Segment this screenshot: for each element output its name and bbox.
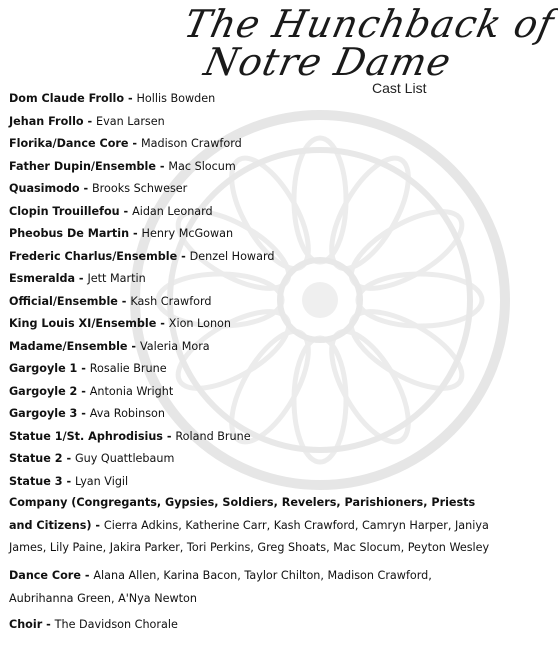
title-block bbox=[0, 0, 558, 100]
role-name: Madame/Ensemble bbox=[9, 339, 128, 353]
separator: - bbox=[62, 474, 75, 488]
cast-entry bbox=[9, 246, 494, 269]
actor-name: Rosalie Brune bbox=[89, 362, 167, 375]
role-name: Dom Claude Frollo bbox=[9, 92, 125, 105]
title-line-2: Notre Dame bbox=[200, 40, 456, 84]
actor-name: Aidan Leonard bbox=[132, 204, 213, 218]
cast-entry bbox=[9, 133, 494, 156]
separator: - bbox=[156, 317, 169, 330]
cast-entry bbox=[9, 471, 494, 494]
cast-entry bbox=[9, 358, 494, 381]
company-group bbox=[9, 492, 495, 560]
separator: - bbox=[80, 569, 94, 582]
cast-entry bbox=[9, 88, 494, 111]
role-name: Statue 2 bbox=[9, 452, 63, 465]
separator: - bbox=[62, 452, 75, 465]
actor-name: Kash Crawford bbox=[130, 294, 212, 308]
role-name: Clopin Trouillefou bbox=[9, 204, 120, 218]
role-name: Quasimodo bbox=[9, 182, 80, 195]
title-line-1: The Hunchback of bbox=[180, 2, 558, 46]
dance-core-group bbox=[9, 565, 495, 610]
actor-name: Evan Larsen bbox=[96, 114, 165, 128]
cast-entry bbox=[9, 268, 494, 291]
separator: - bbox=[77, 362, 90, 375]
cast-entry bbox=[9, 223, 494, 246]
group-role: Dance Core bbox=[9, 569, 81, 582]
separator: - bbox=[162, 429, 176, 443]
separator: - bbox=[155, 159, 169, 173]
cast-entry bbox=[9, 336, 494, 359]
separator: - bbox=[119, 204, 133, 218]
actor-name: Valeria Mora bbox=[139, 339, 210, 353]
actor-name: Denzel Howard bbox=[189, 249, 275, 263]
separator: - bbox=[129, 227, 142, 240]
role-name: Pheobus De Martin bbox=[9, 227, 130, 240]
cast-list-subtitle: Cast List bbox=[372, 80, 427, 96]
role-name: Frederic Charlus/Ensemble bbox=[9, 249, 178, 263]
separator: - bbox=[77, 384, 90, 398]
separator: - bbox=[91, 518, 104, 532]
separator: - bbox=[127, 339, 140, 353]
role-name: Gargoyle 1 bbox=[9, 362, 78, 375]
group-role: Company (Congregants, Gypsies, Soldiers, Revelers, Parishioners, Priests and Citizens) bbox=[9, 496, 476, 532]
actor-name: Guy Quattlebaum bbox=[74, 452, 175, 465]
cast-roster bbox=[9, 88, 494, 493]
actor-name: Lyan Vigil bbox=[74, 474, 129, 488]
role-name: Gargoyle 3 bbox=[9, 407, 78, 420]
actor-name: Jett Martin bbox=[87, 272, 146, 285]
role-name: Esmeralda bbox=[9, 272, 76, 285]
actor-name: Ava Robinson bbox=[89, 407, 165, 420]
group-members: Cierra Adkins, Katherine Carr, Kash Crawford, Camryn Harper, Janiya James, Lily Paine, Jakira Parker, Tori Perkins, Greg Shoats, Mac Slocum, Peyton Wesley bbox=[9, 518, 490, 554]
cast-entry bbox=[9, 201, 494, 224]
separator: - bbox=[124, 92, 137, 105]
cast-entry bbox=[9, 426, 494, 449]
separator: - bbox=[42, 618, 55, 631]
separator: - bbox=[83, 114, 97, 128]
separator: - bbox=[79, 182, 92, 195]
actor-name: Brooks Schweser bbox=[92, 182, 188, 195]
group-members: Alana Allen, Karina Bacon, Taylor Chilton, Madison Crawford, Aubrihanna Green, A'Nya Newton bbox=[9, 569, 432, 605]
group-members: The Davidson Chorale bbox=[54, 618, 178, 631]
cast-entry bbox=[9, 291, 494, 314]
choir-group bbox=[9, 614, 495, 637]
actor-name: Hollis Bowden bbox=[136, 92, 216, 105]
cast-entry bbox=[9, 156, 494, 179]
role-name: Jehan Frollo bbox=[9, 114, 84, 128]
separator: - bbox=[128, 137, 141, 150]
role-name: King Louis XI/Ensemble bbox=[9, 317, 157, 330]
role-name: Statue 1/St. Aphrodisius bbox=[9, 429, 163, 443]
actor-name: Madison Crawford bbox=[140, 137, 242, 150]
actor-name: Henry McGowan bbox=[141, 227, 234, 240]
role-name: Florika/Dance Core bbox=[9, 137, 129, 150]
cast-entry bbox=[9, 111, 494, 134]
actor-name: Xion Lonon bbox=[168, 317, 231, 330]
separator: - bbox=[177, 249, 190, 263]
separator: - bbox=[75, 272, 88, 285]
role-name: Gargoyle 2 bbox=[9, 384, 78, 398]
role-name: Official/Ensemble bbox=[9, 294, 118, 308]
actor-name: Roland Brune bbox=[175, 429, 251, 443]
actor-name: Antonia Wright bbox=[89, 384, 174, 398]
role-name: Statue 3 bbox=[9, 474, 63, 488]
group-role: Choir bbox=[9, 618, 43, 631]
cast-entry bbox=[9, 403, 494, 426]
separator: - bbox=[117, 294, 131, 308]
role-name: Father Dupin/Ensemble bbox=[9, 159, 156, 173]
separator: - bbox=[77, 407, 90, 420]
actor-name: Mac Slocum bbox=[168, 159, 236, 173]
cast-entry bbox=[9, 381, 494, 404]
cast-entry bbox=[9, 178, 494, 201]
cast-entry bbox=[9, 448, 494, 471]
cast-entry bbox=[9, 313, 494, 336]
